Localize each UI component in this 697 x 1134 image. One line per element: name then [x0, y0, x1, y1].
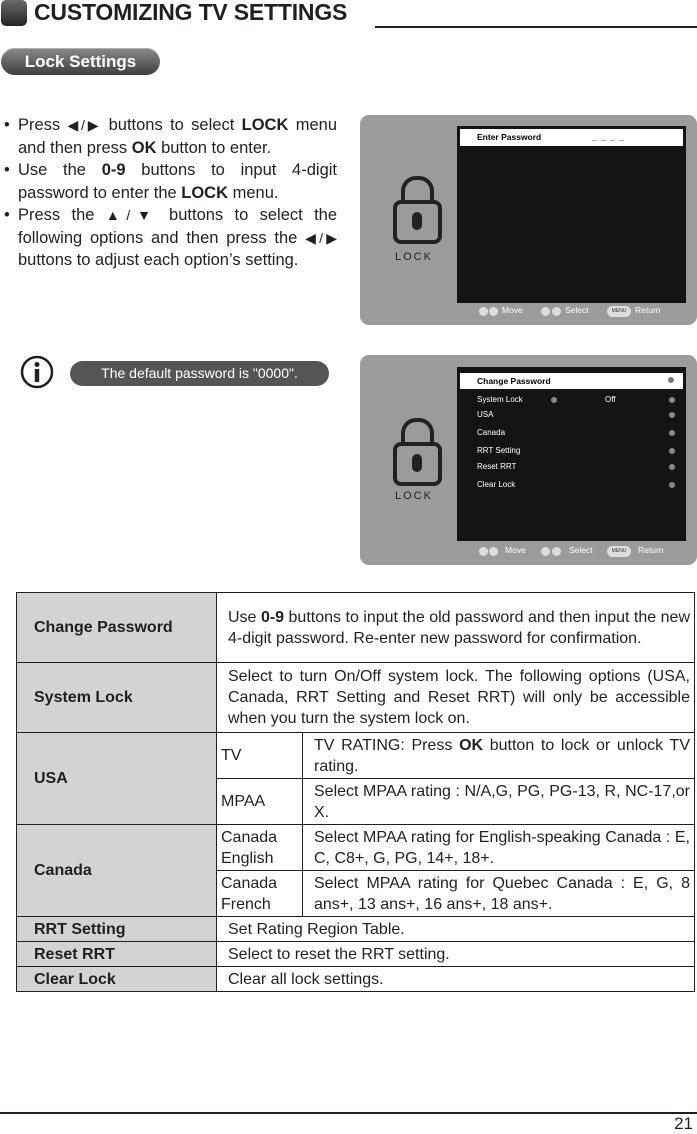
menu-item-system-lock[interactable]: System Lock [477, 395, 523, 404]
lock-icon [393, 200, 442, 244]
down-icon [489, 547, 498, 556]
right-icon [552, 547, 561, 556]
row-label: RRT Setting [17, 917, 217, 942]
arrow-icon [669, 430, 675, 436]
menu-item-label: Change Password [477, 376, 551, 386]
arrow-icon [669, 412, 675, 418]
menu-item-usa[interactable]: USA [477, 410, 494, 419]
footer-rule [0, 1112, 697, 1114]
menu-item-change-password[interactable] [460, 373, 683, 389]
lock-icon [393, 442, 442, 486]
table-row [17, 593, 695, 663]
footer-return: Return [635, 305, 661, 315]
arrow-icon [669, 482, 675, 488]
left-right-arrows-icon: ◀/▶ [67, 117, 102, 133]
password-row[interactable] [460, 129, 683, 146]
arrow-icon [669, 448, 675, 454]
password-menu [457, 126, 686, 303]
up-down-arrows-icon: ▲/▼ [105, 207, 158, 223]
up-icon [479, 547, 488, 556]
table-row [17, 825, 695, 871]
page-number: 21 [674, 1114, 693, 1133]
menu-item-rrt-setting[interactable]: RRT Setting [477, 446, 521, 455]
info-icon [20, 355, 54, 389]
password-title: Enter Password [477, 132, 542, 142]
row-description: Select MPAA rating for English-speaking Canada : E, C, C8+, G, PG, 14+, 18+. [303, 825, 695, 871]
row-description: Select MPAA rating : N/A,G, PG, PG-13, R, NC-17,or X. [303, 779, 695, 825]
tv-screen-enter-password [360, 115, 697, 325]
table-row [17, 917, 695, 942]
sub-label: TV [217, 733, 303, 779]
row-label: USA [17, 733, 217, 825]
left-icon [541, 547, 550, 556]
menu-button-icon: MENU [607, 306, 631, 317]
footer-return: Return [638, 545, 664, 555]
menu-item-reset-rrt[interactable]: Reset RRT [477, 462, 517, 471]
table-row [17, 967, 695, 992]
screen-footer [457, 303, 686, 321]
right-icon [552, 307, 561, 316]
row-description: Select MPAA rating for Quebec Canada : E, G, 8 ans+, 13 ans+, 16 ans+, 18 ans+. [303, 871, 695, 917]
table-row [17, 663, 695, 733]
header-icon [1, 0, 27, 26]
arrow-icon [668, 377, 674, 383]
row-label: Canada [17, 825, 217, 917]
keyhole-icon [412, 454, 422, 472]
up-icon [479, 307, 488, 316]
arrow-icon [669, 464, 675, 470]
row-description: Clear all lock settings. [217, 967, 695, 992]
left-right-arrows-icon: ◀/▶ [305, 229, 337, 246]
instruction-3: • Press the ▲/▼ buttons to select the following options and then press the ◀/▶ buttons to adjust each option’s setting. [0, 204, 337, 272]
menu-item-clear-lock[interactable]: Clear Lock [477, 480, 516, 489]
table-row [17, 733, 695, 779]
row-label: Clear Lock [17, 967, 217, 992]
row-description: Use 0-9 buttons to input the old password and then input the new 4-digit password. Re-enter new password for confirmation. [217, 593, 695, 663]
instruction-2: • Use the 0-9 buttons to input 4-digit password to enter the LOCK menu. [0, 159, 337, 204]
sub-label: Canada English [217, 825, 303, 871]
footer-select: Select [569, 545, 593, 555]
password-value: _ _ _ _ [592, 132, 625, 142]
table-row [17, 942, 695, 967]
section-label: Lock Settings [1, 48, 160, 75]
down-icon [489, 307, 498, 316]
system-lock-value: Off [605, 395, 616, 404]
footer-select: Select [565, 305, 589, 315]
lock-menu [457, 367, 686, 541]
keyhole-icon [412, 212, 422, 230]
lock-label: LOCK [395, 251, 433, 263]
left-icon [541, 307, 550, 316]
row-description: TV RATING: Press OK button to lock or unlock TV rating. [303, 733, 695, 779]
row-description: Select to turn On/Off system lock. The following options (USA, Canada, RRT Setting and Reset RRT) will only be accessible when you turn the system lock on. [217, 663, 695, 733]
row-label: System Lock [17, 663, 217, 733]
tv-screen-lock-menu [360, 355, 697, 565]
default-password-note: The default password is "0000". [70, 361, 329, 386]
row-label: Reset RRT [17, 942, 217, 967]
right-icon [669, 397, 675, 403]
row-description: Select to reset the RRT setting. [217, 942, 695, 967]
sub-label: Canada French [217, 871, 303, 917]
sub-label: MPAA [217, 779, 303, 825]
page-title: CUSTOMIZING TV SETTINGS [34, 0, 348, 25]
lock-label: LOCK [395, 490, 433, 502]
instruction-list [0, 114, 337, 272]
row-description: Set Rating Region Table. [217, 917, 695, 942]
header-rule [375, 26, 697, 28]
instruction-1: • Press ◀/▶ buttons to select LOCK menu and then press OK button to enter. [0, 114, 337, 159]
lock-settings-table [16, 592, 695, 992]
menu-item-canada[interactable]: Canada [477, 428, 506, 437]
row-label: Change Password [17, 593, 217, 663]
footer-move: Move [502, 305, 523, 315]
screen-footer [457, 543, 686, 561]
menu-button-icon: MENU [607, 546, 631, 557]
footer-move: Move [505, 545, 526, 555]
left-icon [551, 397, 557, 403]
